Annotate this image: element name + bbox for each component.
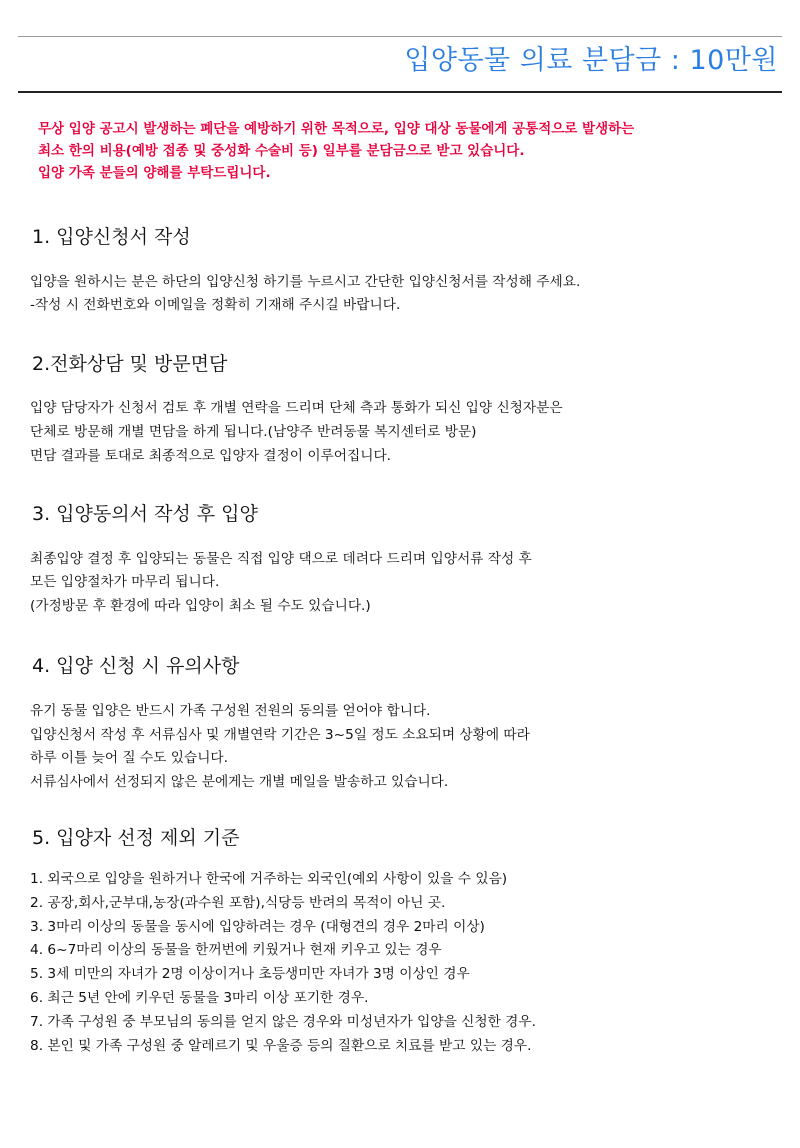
notice-line: 입양 가족 분들의 양해를 부탁드립니다. [38,165,271,182]
section-application-form [30,225,800,318]
section-exclusion-criteria [30,826,800,1058]
body-line: 서류심사에서 선정되지 않은 분에게는 개별 메일을 발송하고 있습니다. [30,773,449,790]
body-line: 유기 동물 입양은 반드시 가족 구성원 전원의 동의를 얻어야 합니다. [30,703,431,720]
list-item: 6. 최근 5년 안에 키우던 동물을 3마리 이상 포기한 경우. [30,990,369,1007]
notice-line: 최소 한의 비용(예방 접종 및 중성화 수술비 등) 일부를 분담금으로 받고 있습니다. [38,143,525,160]
list-item: 2. 공장,회사,군부대,농장(과수원 포함),식당등 반려의 목적이 아닌 곳. [30,894,446,911]
section-consent-form [30,502,800,618]
body-line: 입양을 원하시는 분은 하단의 입양신청 하기를 누르시고 간단한 입양신청서를 작성해 주세요. [30,273,581,290]
body-line: 면담 결과를 토대로 최종적으로 입양자 결정이 이루어집니다. [30,447,392,464]
body-line: 단체로 방문해 개별 면담을 하게 됩니다.(남양주 반려동물 복지센터로 방문) [30,423,477,440]
section-title: 4. 입양 신청 시 유의사항 [32,655,240,678]
notice-line: 무상 입양 공고시 발생하는 폐단을 예방하기 위한 목적으로, 입양 대상 동물에게 공통적으로 발생하는 [38,121,635,138]
body-line: 하루 이틀 늦어 질 수도 있습니다. [30,750,228,767]
page-title: 입양동물 의료 분담금 : 10만원 [404,45,778,76]
section-title: 2.전화상담 및 방문면담 [32,352,228,375]
section-title: 1. 입양신청서 작성 [32,225,191,248]
list-item: 4. 6~7마리 이상의 동물을 한꺼번에 키웠거나 현재 키우고 있는 경우 [30,942,442,959]
list-item: 3. 3마리 이상의 동물을 동시에 입양하려는 경우 (대형견의 경우 2마리 이상) [30,918,485,935]
list-item: 7. 가족 구성원 중 부모님의 동의를 얻지 않은 경우와 미성년자가 입양을 신청한 경우. [30,1013,536,1030]
exclusion-list [30,868,800,1059]
body-line: 최종입양 결정 후 입양되는 동물은 직접 입양 댁으로 데려다 드리며 입양서류 작성 후 [30,550,532,567]
section-precautions [30,654,800,794]
section-title: 5. 입양자 선정 제외 기준 [32,827,240,850]
body-line: (가정방문 후 환경에 따라 입양이 최소 될 수도 있습니다.) [30,597,371,614]
header-divider [18,91,782,93]
body-line: 입양신청서 작성 후 서류심사 및 개별연락 기간은 3~5일 정도 소요되며 상황에 따라 [30,726,530,743]
section-body [30,700,800,794]
document-header [0,37,800,87]
section-body [30,548,800,619]
notice-block [38,119,800,185]
section-body [30,271,800,318]
section-phone-consultation [30,352,800,468]
list-item: 8. 본인 및 가족 구성원 중 알레르기 및 우울증 등의 질환으로 치료를 받고 있는 경우. [30,1037,532,1054]
document-content [0,225,800,1089]
section-title: 3. 입양동의서 작성 후 입양 [32,503,258,526]
body-line: 입양 담당자가 신청서 검토 후 개별 연락을 드리며 단체 측과 통화가 되신 입양 신청자분은 [30,400,563,417]
list-item: 5. 3세 미만의 자녀가 2명 이상이거나 초등생미만 자녀가 3명 이상인 경우 [30,966,470,983]
document-page [0,36,800,1148]
list-item: 1. 외국으로 입양을 원하거나 한국에 거주하는 외국인(예외 사항이 있을 수 있음) [30,870,508,887]
body-line: -작성 시 전화번호와 이메일을 정확히 기재해 주시길 바랍니다. [30,297,401,314]
section-body [30,397,800,468]
body-line: 모든 입양절차가 마무리 됩니다. [30,574,220,591]
